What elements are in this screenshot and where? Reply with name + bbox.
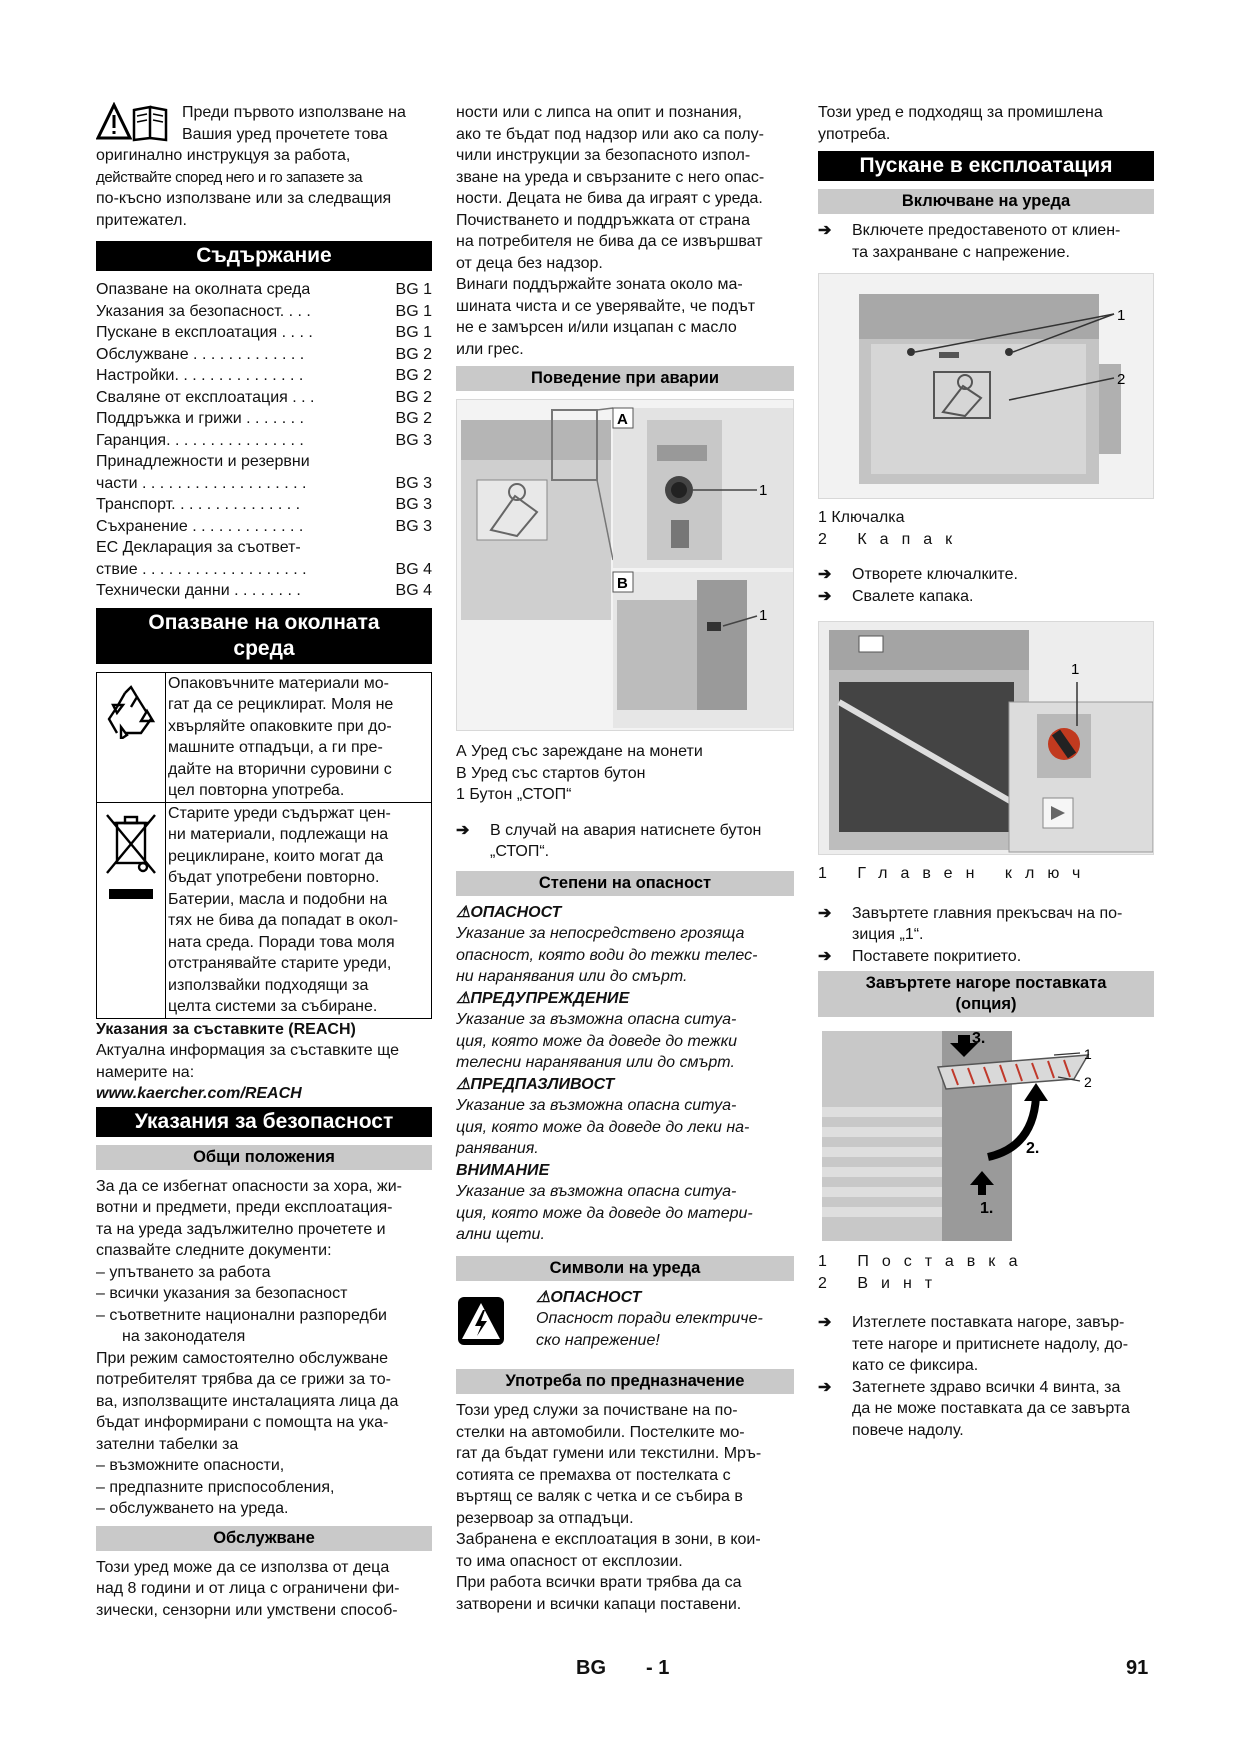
- body-text: вотни и предмети, преди експлоатация-: [96, 1199, 393, 1216]
- list-item: – всички указания за безопасност: [96, 1285, 348, 1302]
- danger-text: опасност, която води до тежки телес-: [456, 946, 758, 964]
- body-text: зване на уреда и свързаните с него опас-: [456, 168, 765, 186]
- environment-title: Опазване на околната среда: [96, 608, 432, 664]
- body-text: При работа всички врати трябва да са: [456, 1574, 742, 1591]
- intro-line: действайте според него и го запазете за: [96, 168, 363, 186]
- body-text: Винаги поддържайте зоната около ма-: [456, 276, 743, 293]
- toc-item[interactable]: Сваляне от експлоатация . . . BG 2: [96, 388, 432, 406]
- toc-title: Съдържание: [96, 241, 432, 271]
- list-item: – съответните национални разпоредби: [96, 1306, 387, 1324]
- body-text: Този уред може да се използва от деца: [96, 1558, 390, 1576]
- reach-text: Актуална информация за съставките ще: [96, 1042, 399, 1059]
- body-text: сотията се премахва от постелката с: [456, 1466, 731, 1484]
- intro-line: оригинално инструкцуя за работа,: [96, 147, 351, 164]
- reach-link[interactable]: www.kaercher.com/REACH: [96, 1085, 302, 1102]
- recycle-icon: [103, 683, 159, 739]
- toc-item[interactable]: Принадлежности и резервни: [96, 453, 310, 470]
- toc-item[interactable]: Транспорт. . . . . . . . . . . . . . . BG 3: [96, 496, 432, 513]
- lock-cover-figure: [818, 273, 1154, 499]
- warning-text: ция, която може да доведе до тежки: [456, 1032, 738, 1050]
- body-text: зателни табелки за: [96, 1435, 239, 1453]
- body-text: Този уред служи за почистване на по-: [456, 1402, 738, 1419]
- body-text: ности. Децата не бива да играят с уреда.: [456, 190, 763, 207]
- fig-label-b: B: [617, 575, 628, 592]
- reach-text: намерите на:: [96, 1063, 195, 1081]
- toc-item[interactable]: ЕС Декларация за съответ-: [96, 539, 301, 556]
- warning-book-icons: [96, 102, 168, 144]
- toc-item[interactable]: Настройки. . . . . . . . . . . . . . . BG 2: [96, 367, 432, 384]
- toc-item[interactable]: Указания за безопасност. . . . BG 1: [96, 302, 432, 320]
- body-text: бъдат информирани с помощта на ука-: [96, 1414, 389, 1431]
- body-text: спазвайте следните документи:: [96, 1242, 332, 1259]
- environment-table: [96, 672, 432, 1019]
- figure-caption: В Уред със стартов бутон: [456, 764, 646, 782]
- list-item: на законодателя: [122, 1328, 246, 1345]
- open-lock-action: ➔ Отворете ключалките.: [818, 564, 1154, 586]
- fig-label-a: A: [617, 411, 628, 428]
- step-label-1: 1.: [980, 1200, 994, 1217]
- warning-triangle-icon: [96, 102, 168, 144]
- list-item: – възможните опасности,: [96, 1457, 285, 1474]
- body-text: стелки на автомобили. Постелките мо-: [456, 1423, 745, 1441]
- symbol-danger-text: ско напрежение!: [536, 1331, 660, 1349]
- danger-text: Указание за непосредствено грозяща: [456, 925, 745, 942]
- arrow-icon: ➔: [818, 587, 832, 605]
- intro-line: притежател.: [96, 211, 187, 229]
- toc-item[interactable]: части . . . . . . . . . . . . . . . . . . . BG 3: [96, 474, 432, 492]
- body-text: Почистването и поддръжката от страна: [456, 211, 750, 229]
- step-label-3: 3.: [972, 1030, 986, 1047]
- arrow-icon: ➔: [818, 566, 832, 583]
- footer-page-number: 91: [1126, 1657, 1149, 1679]
- toc-item[interactable]: Пускане в експлоатация . . . . BG 1: [96, 324, 432, 341]
- body-text: въртящ се валяк с четка и се събира в: [456, 1488, 743, 1505]
- danger-levels-title: Степени на опасност: [456, 871, 794, 896]
- symbol-row: [456, 1287, 794, 1354]
- attention-text: ални щети.: [456, 1226, 545, 1243]
- fig-label-1: 1: [759, 482, 768, 499]
- body-text: резервоар за отпадъци.: [456, 1509, 634, 1527]
- body-text: Този уред е подходящ за промишлена: [818, 104, 1103, 121]
- main-switch-action: ➔ Завъртете главния прекъсвач на по- зиция „1“.: [818, 903, 1154, 946]
- attention-text: ция, която може да доведе до матери-: [456, 1204, 753, 1222]
- symbols-title: Символи на уреда: [456, 1256, 794, 1281]
- toc-item[interactable]: Обслужване . . . . . . . . . . . . . BG 2: [96, 345, 432, 363]
- crossed-bin-icon: [103, 813, 159, 903]
- body-text: на потребителя не бива да се извършват: [456, 233, 763, 250]
- figure-caption: 2 Капак: [818, 530, 966, 548]
- intro-line: по-късно използване или за следващия: [96, 190, 392, 207]
- body-text: ва, използващите инсталацията лица да: [96, 1392, 399, 1410]
- toc-item[interactable]: Гаранция. . . . . . . . . . . . . . . . BG 3: [96, 431, 432, 449]
- fig-label-1: 1: [1117, 307, 1126, 324]
- body-text: то има опасност от експлозии.: [456, 1552, 683, 1570]
- column-1: [96, 102, 432, 1621]
- emergency-action: ➔ В случай на авария натиснете бутон „СТОП“.: [456, 820, 794, 863]
- main-switch-figure: [818, 621, 1154, 855]
- caution-text: ранявания.: [456, 1140, 539, 1157]
- machine-stop-illustration: [457, 400, 794, 730]
- tray-illustration: [818, 1027, 1154, 1245]
- body-text: потребителят трябва да се грижи за то-: [96, 1371, 391, 1388]
- figure-caption: А Уред със зареждане на монети: [456, 743, 703, 760]
- danger-text: ни наранявания или до смърт.: [456, 968, 688, 985]
- book-icon: [134, 107, 166, 140]
- arrow-icon: ➔: [818, 222, 832, 239]
- disposal-cell: [97, 802, 166, 1018]
- body-text: над 8 години и от лица с ограничени фи-: [96, 1580, 400, 1597]
- pull-tray-action: ➔ Изтеглете поставката нагоре, завър- тете нагоре и притиснете надолу, до- като се фиксира.: [818, 1312, 1154, 1377]
- fig-label-1: 1: [1084, 1046, 1092, 1062]
- arrow-icon: ➔: [818, 1378, 832, 1396]
- list-item: – обслужването на уреда.: [96, 1500, 289, 1517]
- switch-on-action: ➔ Включете предоставеното от клиен- та захранване с напрежение.: [818, 220, 1154, 263]
- recycle-cell: [97, 672, 166, 802]
- reach-title: Указания за съставките (REACH): [96, 1020, 356, 1038]
- step-label-2: 2.: [1026, 1140, 1040, 1157]
- warning-text: Указание за възможна опасна ситуа-: [456, 1011, 737, 1028]
- body-text: употреба.: [818, 125, 891, 143]
- electric-hazard-icon: [456, 1295, 506, 1347]
- fig-label-2: 2: [1117, 371, 1126, 388]
- arrow-icon: ➔: [818, 947, 832, 965]
- tighten-screws-action: ➔ Затегнете здраво всички 4 винта, за да не може поставката да се завърта повече надолу.: [818, 1377, 1154, 1442]
- switch-on-title: Включване на уреда: [818, 189, 1154, 214]
- column-3: [818, 102, 1154, 1441]
- warning-label: ⚠ПРЕДУПРЕЖДЕНИЕ: [456, 989, 630, 1007]
- attention-label: ВНИМАНИЕ: [456, 1161, 550, 1179]
- remove-cover-action: ➔ Свалете капака.: [818, 586, 1154, 608]
- caution-text: ция, която може да доведе до леки на-: [456, 1118, 750, 1136]
- body-text: шината чиста и се уверявайте, че подът: [456, 297, 756, 315]
- toc-item[interactable]: Опазване на околната среда BG 1: [96, 281, 432, 298]
- body-text: не е замърсен и/или изцапан с масло: [456, 319, 737, 336]
- body-text: затворени и всички капаци поставени.: [456, 1595, 742, 1613]
- toc-item[interactable]: ствие . . . . . . . . . . . . . . . . . . . BG 4: [96, 560, 432, 578]
- body-text: или грес.: [456, 340, 524, 358]
- figure-caption: 2 Винт: [818, 1274, 946, 1292]
- figure-caption: 1 Ключалка: [818, 509, 905, 526]
- startup-title: Пускане в експлоатация: [818, 151, 1154, 181]
- figure-caption: 1 Поставка: [818, 1253, 1031, 1270]
- fig-label-2: 2: [1084, 1074, 1092, 1090]
- tray-title: Завъртете нагоре поставката (опция): [818, 971, 1154, 1017]
- intro-line: Преди първото използване на: [182, 104, 406, 121]
- fig-label-1: 1: [1071, 661, 1080, 678]
- figure-caption: 1 Главен ключ: [818, 865, 1094, 882]
- general-title: Общи положения: [96, 1145, 432, 1170]
- tray-figure: [818, 1027, 1154, 1245]
- body-text: При режим самостоятелно обслужване: [96, 1349, 389, 1367]
- body-text: За да се избегнат опасности за хора, жи-: [96, 1177, 402, 1195]
- toc-item[interactable]: Технически данни . . . . . . . . BG 4: [96, 582, 432, 599]
- intro-block: [96, 102, 432, 231]
- body-text: зически, сензорни или умствени способ-: [96, 1601, 398, 1619]
- toc-item[interactable]: Съхранение . . . . . . . . . . . . . BG 3: [96, 517, 432, 535]
- intro-line: Вашия уред прочетете това: [182, 125, 388, 143]
- main-switch-illustration: [819, 622, 1154, 854]
- list-item: – упътването за работа: [96, 1263, 271, 1281]
- symbol-icon-cell: [456, 1287, 536, 1354]
- intended-use-title: Употреба по предназначение: [456, 1369, 794, 1394]
- emergency-title: Поведение при аварии: [456, 366, 794, 391]
- symbol-danger-text: Опасност поради електриче-: [536, 1310, 763, 1327]
- emergency-figure: [456, 399, 794, 731]
- body-text: ности или с липса на опит и познания,: [456, 104, 742, 121]
- safety-title: Указания за безопасност: [96, 1107, 432, 1137]
- caution-text: Указание за възможна опасна ситуа-: [456, 1097, 737, 1114]
- arrow-icon: ➔: [818, 1314, 832, 1331]
- operation-title: Обслужване: [96, 1526, 432, 1551]
- caution-label: ⚠ПРЕДПАЗЛИВОСТ: [456, 1075, 615, 1093]
- recycle-text: Опаковъчните материали мо- гат да се рециклират. Моля не хвърляйте опаковките при до- машните отпадъци, а ги пре- дайте на вторични суровини с цел повторна употреба.: [166, 672, 432, 802]
- attention-text: Указание за възможна опасна ситуа-: [456, 1183, 737, 1200]
- warning-text: телесни наранявания или до смърт.: [456, 1054, 735, 1071]
- column-2: [456, 102, 794, 1615]
- figure-caption: 1 Бутон „СТОП“: [456, 786, 572, 803]
- toc-item[interactable]: Поддръжка и грижи . . . . . . . BG 2: [96, 410, 432, 427]
- arrow-icon: ➔: [818, 904, 832, 922]
- disposal-text: Старите уреди съдържат цен- ни материали, подлежащи на рециклиране, които могат да бъдат употребени повторно. Батерии, масла и подобни на тях не бива да попадат в окол- ната среда. Поради това моля отстранявайте старите уреди, използвайки подходящи за целта системи за събиране.: [166, 802, 432, 1018]
- footer-lang: BG: [576, 1657, 606, 1679]
- body-text: Забранена е експлоатация в зони, в кои-: [456, 1531, 761, 1548]
- body-text: та на уреда задължително прочетете и: [96, 1220, 386, 1238]
- footer-local-page: - 1: [646, 1657, 670, 1679]
- fig-label-1: 1: [759, 607, 768, 624]
- machine-cover-illustration: [819, 274, 1154, 498]
- list-item: – предпазните приспособления,: [96, 1478, 335, 1496]
- table-of-contents: [96, 279, 432, 602]
- body-text: гат да бъдат гумени или текстилни. Мръ-: [456, 1445, 762, 1462]
- danger-label: ⚠ОПАСНОСТ: [456, 903, 562, 921]
- body-text: чили инструкции за безопасното изпол-: [456, 147, 751, 164]
- body-text: ако те бъдат под надзор или ако са полу-: [456, 125, 764, 143]
- body-text: от деца без надзор.: [456, 254, 603, 272]
- arrow-icon: ➔: [456, 821, 470, 839]
- symbol-danger-label: ⚠ОПАСНОСТ: [536, 1288, 642, 1306]
- place-cover-action: ➔ Поставете покритието.: [818, 946, 1154, 968]
